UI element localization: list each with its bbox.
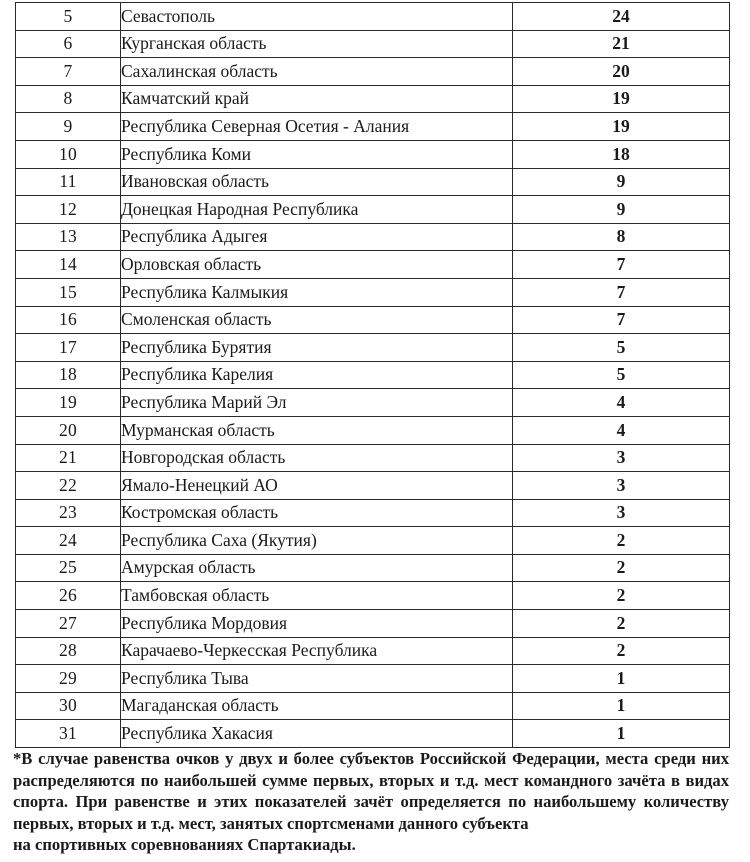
cell-points: 1 [513, 720, 730, 748]
cell-rank: 9 [16, 113, 121, 141]
cell-points: 19 [513, 113, 730, 141]
table-row [16, 444, 730, 472]
table-row [16, 196, 730, 224]
cell-points: 2 [513, 527, 730, 555]
cell-subject-name: Амурская область [121, 554, 513, 582]
cell-subject-name: Тамбовская область [121, 582, 513, 610]
cell-subject-name: Республика Саха (Якутия) [121, 527, 513, 555]
cell-subject-name: Республика Коми [121, 140, 513, 168]
cell-points: 4 [513, 389, 730, 417]
table-row [16, 499, 730, 527]
cell-subject-name: Новгородская область [121, 444, 513, 472]
cell-rank: 31 [16, 720, 121, 748]
table-row [16, 113, 730, 141]
cell-rank: 29 [16, 665, 121, 693]
cell-points: 2 [513, 554, 730, 582]
cell-subject-name: Республика Северная Осетия - Алания [121, 113, 513, 141]
cell-subject-name: Республика Адыгея [121, 223, 513, 251]
table-row [16, 3, 730, 31]
cell-rank: 26 [16, 582, 121, 610]
cell-points: 7 [513, 251, 730, 279]
cell-rank: 21 [16, 444, 121, 472]
cell-subject-name: Республика Карелия [121, 361, 513, 389]
table-row [16, 85, 730, 113]
cell-subject-name: Мурманская область [121, 416, 513, 444]
table-row [16, 527, 730, 555]
cell-points: 5 [513, 361, 730, 389]
table-row [16, 610, 730, 638]
cell-subject-name: Костромская область [121, 499, 513, 527]
table-row [16, 720, 730, 748]
cell-rank: 28 [16, 637, 121, 665]
standings-table [15, 2, 730, 748]
cell-points: 7 [513, 278, 730, 306]
table-row [16, 361, 730, 389]
cell-rank: 12 [16, 196, 121, 224]
table-row [16, 140, 730, 168]
cell-subject-name: Республика Мордовия [121, 610, 513, 638]
cell-rank: 27 [16, 610, 121, 638]
cell-rank: 24 [16, 527, 121, 555]
cell-points: 2 [513, 610, 730, 638]
cell-subject-name: Республика Тыва [121, 665, 513, 693]
table-row [16, 692, 730, 720]
table-row [16, 334, 730, 362]
cell-subject-name: Ивановская область [121, 168, 513, 196]
cell-points: 3 [513, 444, 730, 472]
cell-subject-name: Сахалинская область [121, 58, 513, 86]
cell-rank: 7 [16, 58, 121, 86]
table-row [16, 472, 730, 500]
cell-points: 1 [513, 692, 730, 720]
cell-rank: 11 [16, 168, 121, 196]
cell-rank: 5 [16, 3, 121, 31]
cell-subject-name: Севастополь [121, 3, 513, 31]
cell-points: 1 [513, 665, 730, 693]
cell-rank: 13 [16, 223, 121, 251]
table-row [16, 58, 730, 86]
cell-points: 5 [513, 334, 730, 362]
cell-points: 2 [513, 582, 730, 610]
cell-subject-name: Донецкая Народная Республика [121, 196, 513, 224]
table-row [16, 168, 730, 196]
table-row [16, 306, 730, 334]
cell-rank: 20 [16, 416, 121, 444]
cell-subject-name: Смоленская область [121, 306, 513, 334]
cell-subject-name: Магаданская область [121, 692, 513, 720]
cell-points: 21 [513, 30, 730, 58]
cell-points: 20 [513, 58, 730, 86]
table-row [16, 554, 730, 582]
cell-points: 8 [513, 223, 730, 251]
footnote-paragraph-2: на спортивных соревнованиях Спартакиады. [13, 835, 356, 855]
cell-points: 3 [513, 499, 730, 527]
cell-rank: 22 [16, 472, 121, 500]
cell-points: 2 [513, 637, 730, 665]
cell-rank: 14 [16, 251, 121, 279]
table-row [16, 30, 730, 58]
standings-table-body [16, 3, 730, 748]
cell-subject-name: Курганская область [121, 30, 513, 58]
cell-subject-name: Республика Марий Эл [121, 389, 513, 417]
cell-rank: 19 [16, 389, 121, 417]
table-row [16, 389, 730, 417]
cell-points: 7 [513, 306, 730, 334]
footnote [13, 748, 729, 856]
cell-subject-name: Орловская область [121, 251, 513, 279]
cell-subject-name: Республика Бурятия [121, 334, 513, 362]
cell-subject-name: Карачаево-Черкесская Республика [121, 637, 513, 665]
cell-rank: 17 [16, 334, 121, 362]
table-row [16, 665, 730, 693]
cell-subject-name: Республика Хакасия [121, 720, 513, 748]
cell-points: 18 [513, 140, 730, 168]
cell-points: 3 [513, 472, 730, 500]
cell-subject-name: Камчатский край [121, 85, 513, 113]
cell-rank: 8 [16, 85, 121, 113]
cell-rank: 18 [16, 361, 121, 389]
cell-points: 24 [513, 3, 730, 31]
table-row [16, 278, 730, 306]
cell-rank: 15 [16, 278, 121, 306]
cell-rank: 6 [16, 30, 121, 58]
cell-points: 4 [513, 416, 730, 444]
footnote-paragraph-1: *В случае равенства очков у двух и более субъектов Российской Федерации, места среди них распределяются по наибольшей сумме первых, вторых и т.д. мест командного зачёта в видах спорта. При равенстве и этих показателей зачёт определяется по наибольшему количеству первых, вторых и т.д. мест, занятых спортсменами данного субъекта [13, 749, 729, 833]
cell-rank: 10 [16, 140, 121, 168]
table-row [16, 637, 730, 665]
table-row [16, 582, 730, 610]
cell-points: 9 [513, 196, 730, 224]
table-row [16, 416, 730, 444]
cell-rank: 23 [16, 499, 121, 527]
cell-rank: 25 [16, 554, 121, 582]
cell-rank: 16 [16, 306, 121, 334]
cell-points: 19 [513, 85, 730, 113]
cell-points: 9 [513, 168, 730, 196]
cell-subject-name: Республика Калмыкия [121, 278, 513, 306]
table-row [16, 223, 730, 251]
cell-rank: 30 [16, 692, 121, 720]
cell-subject-name: Ямало-Ненецкий АО [121, 472, 513, 500]
table-row [16, 251, 730, 279]
